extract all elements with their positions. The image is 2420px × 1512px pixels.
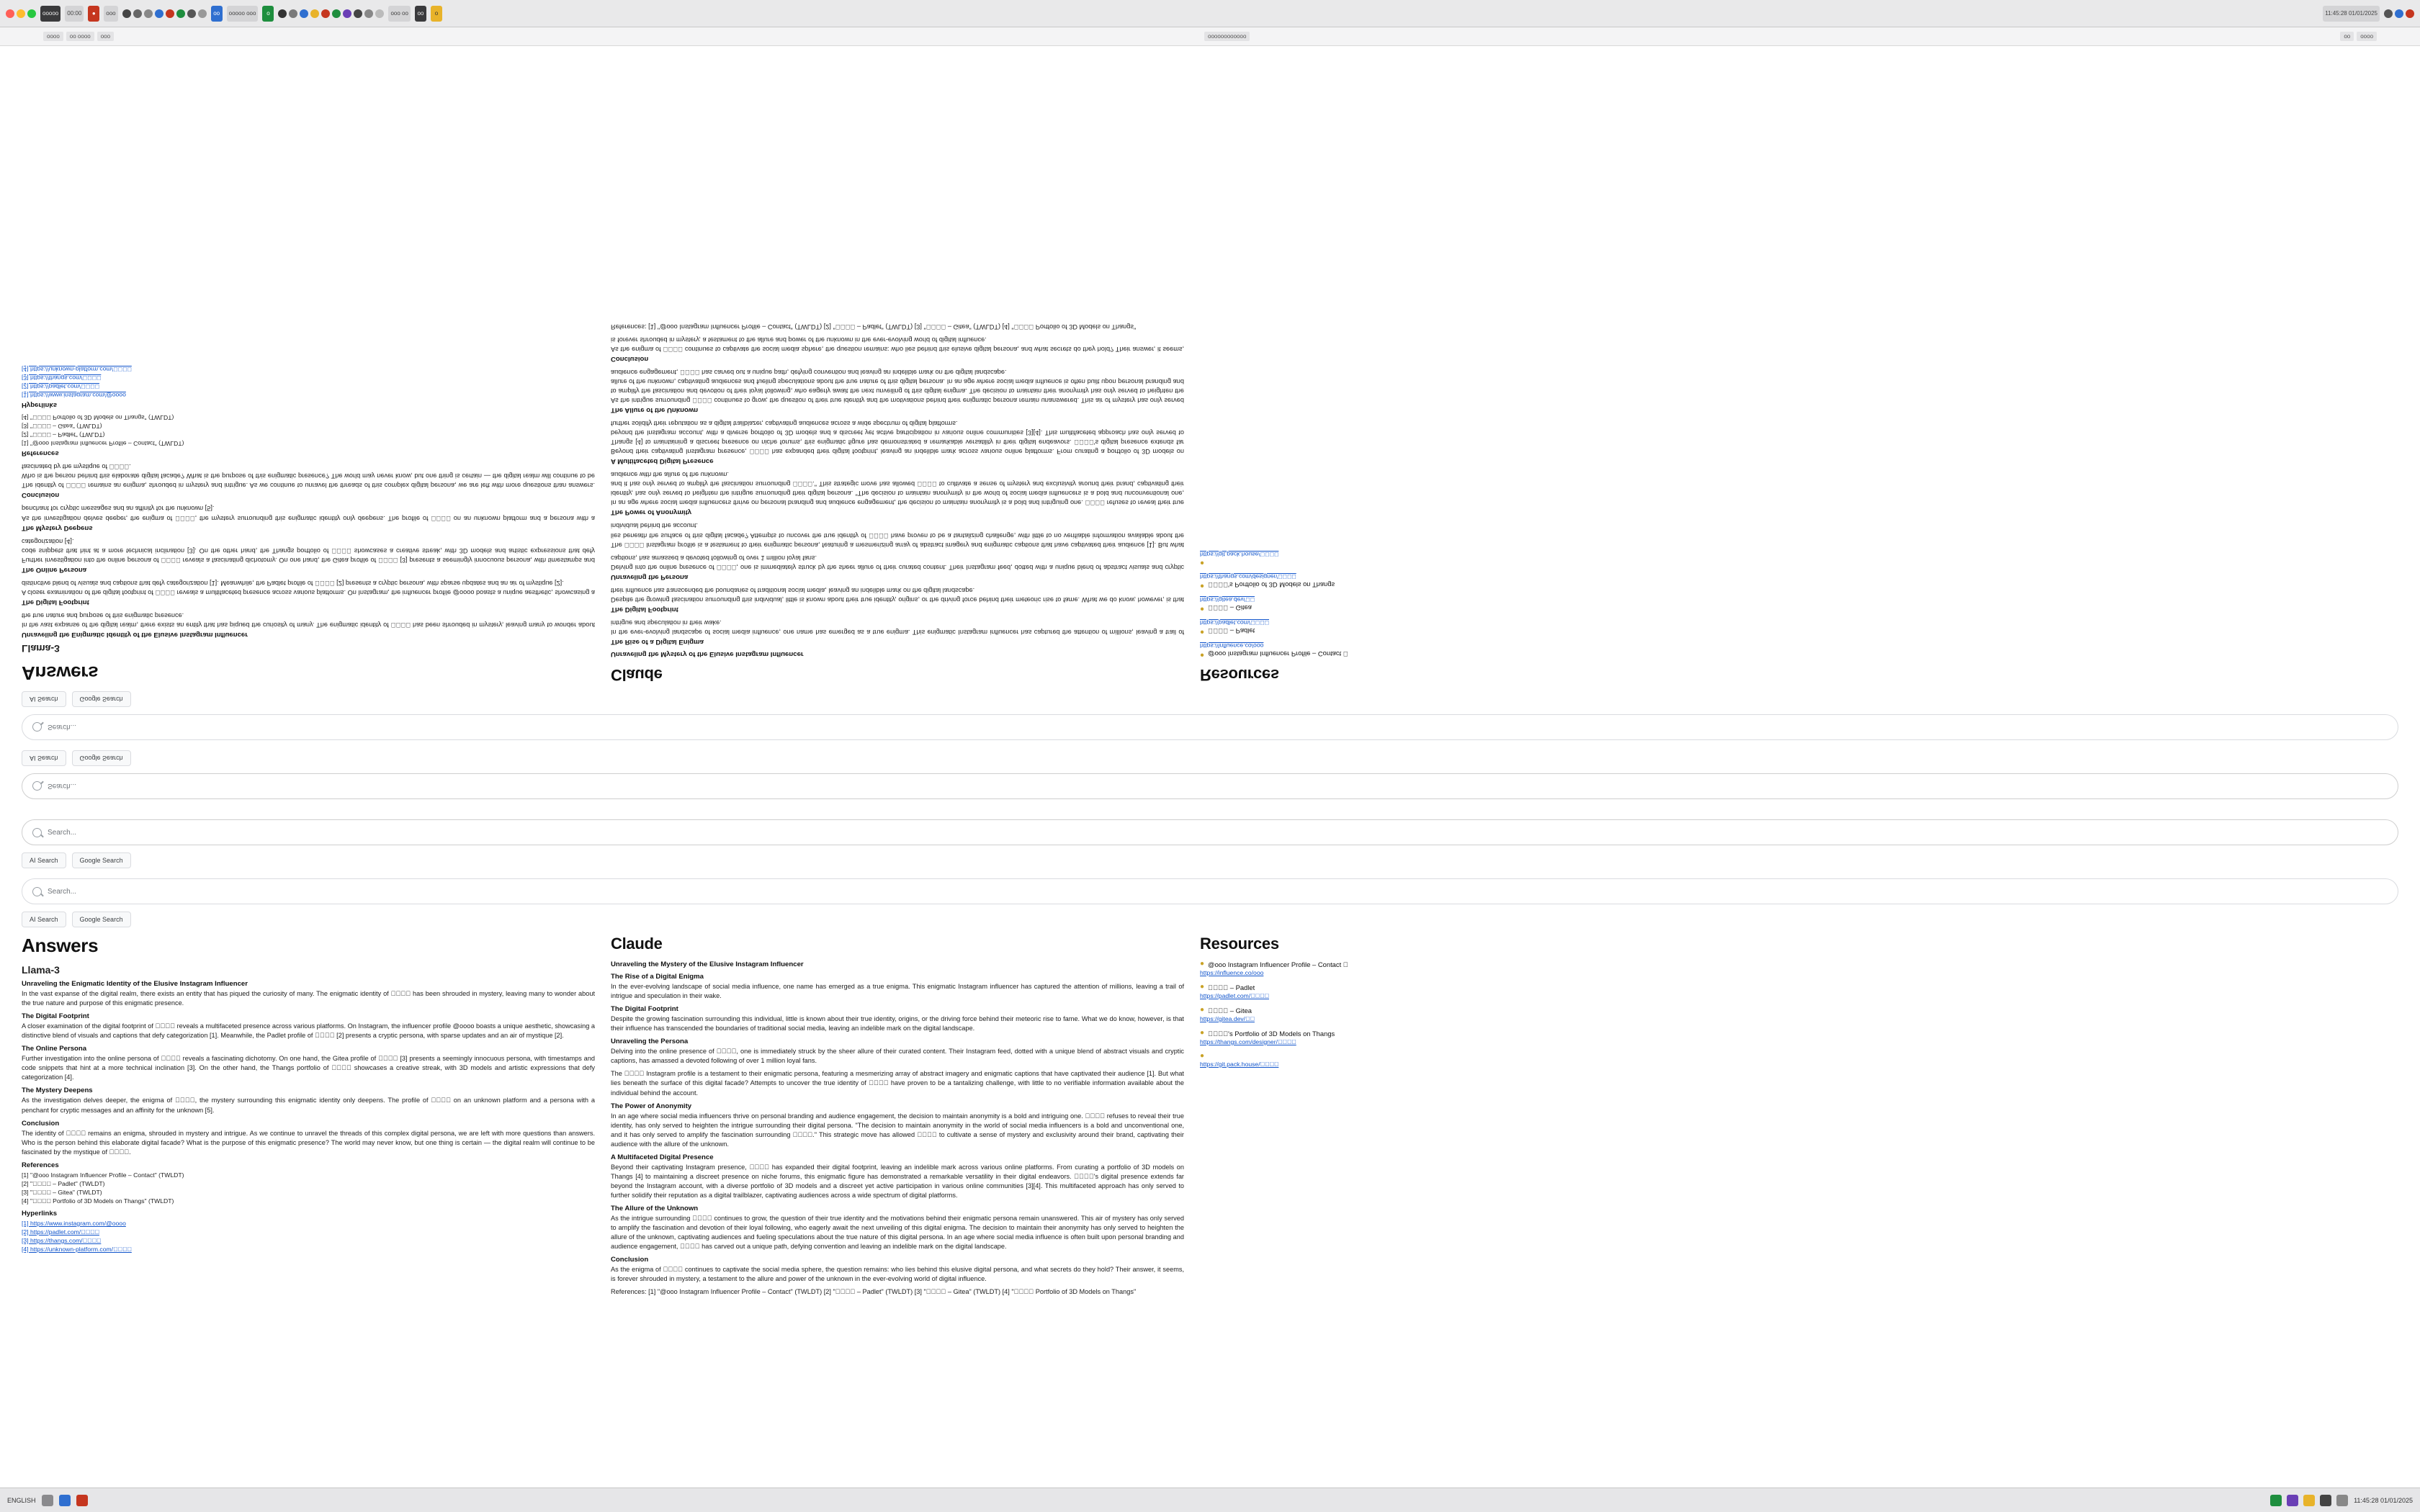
resource-link[interactable]: https://influence.co/ooo xyxy=(1200,642,1264,649)
tray-icons[interactable] xyxy=(2384,9,2414,18)
resource-link[interactable]: https://padlet.com/     xyxy=(1200,992,1269,999)
claude-section-body: In an age where social media influencers thrive on personal branding and audience engagement, the decision to maintain anonymity is a bold and intriguing one.      refuses to reveal their true identity, has only served to heighten the intrigue surrounding their digital persona. "The decision to maintain anonymity in the world of social media influencers is a bold and unconventional one, and it has only served to amplify the fascination surrounding     ." This strategic move has allowed      to cultivate a sense of mystery and exclusivity around their brand, captivating their audience with the allure of the unknown. xyxy=(611,471,1184,507)
claude-section-title: Conclusion xyxy=(611,1256,649,1264)
claude-section-body: Delving into the online presence of     , one is immediately struck by the sheer allure of their curated content. Their Instagram feed, dotted with a unique blend of abstract visuals and cryptic captions, has amassed a devoted following of over 1 million loyal fans. xyxy=(611,554,1184,571)
model-name-llama: Llama-3 xyxy=(22,964,60,976)
resource-label:      – Padlet xyxy=(1208,984,1255,991)
hyperlinks-list[interactable] xyxy=(22,1219,595,1254)
resource-link[interactable]: https://thangs.com/designer/     xyxy=(1200,573,1296,580)
search-section-top[interactable] xyxy=(0,809,2420,850)
claude-heading: Claude xyxy=(611,666,663,684)
section-body: Further investigation into the online persona of      reveals a fascinating dichotomy. On one hand, the Gitea profile of      [3] presents a seemingly innocuous persona, with timestamps and code snippets that hint at a more technical inclination [3]. On the other hand, the Thangs portfolio of      showcases a creative streak, with 3D models and artistic expressions that defy categorization [4]. xyxy=(22,1055,595,1081)
claude-section-title: The Digital Footprint xyxy=(611,1005,678,1014)
google-search-button[interactable]: Google Search xyxy=(72,750,131,766)
section-title: The Mystery Deepens xyxy=(22,523,93,532)
claude-section-title: Conclusion xyxy=(611,354,649,363)
ai-search-button[interactable]: AI Search xyxy=(22,852,66,868)
section-body: In the vast expanse of the digital realm, there exists an entity that has piqued the curiosity of many. The enigmatic identity of      has been shrouded in mystery, leaving many to wonder about the true nature and purpose of this enigmatic presence. xyxy=(22,990,595,1007)
resource-label:     's Portfolio of 3D Models on Thangs xyxy=(1208,1030,1335,1038)
tab-fragment[interactable]: oo xyxy=(415,6,426,22)
resource-label:      – Padlet xyxy=(1208,627,1255,635)
section-title: Conclusion xyxy=(22,1119,60,1128)
claude-section-title: The Allure of the Unknown xyxy=(611,405,699,414)
hyperlink-item[interactable]: [1] https://www.instagram.com/@oooo xyxy=(22,392,126,400)
claude-section-title: Unraveling the Persona xyxy=(611,1038,689,1046)
resource-item[interactable] xyxy=(1200,619,1603,635)
ai-search-button-2[interactable]: AI Search xyxy=(22,691,66,707)
reference-item: [1] "@ooo Instagram Influencer Profile – Contact" (TWLDT) xyxy=(22,440,184,448)
claude-section-title: A Multifaceted Digital Presence xyxy=(611,457,714,466)
resource-item[interactable] xyxy=(1200,960,1603,976)
claude-column xyxy=(611,935,1184,1301)
answers-column xyxy=(22,318,595,685)
hyperlinks-heading: Hyperlinks xyxy=(22,401,58,410)
claude-section-title: The Rise of a Digital Enigma xyxy=(611,973,704,981)
reference-item: [2] "     – Padlet" (TWLDT) xyxy=(22,431,105,439)
search-input-bottom[interactable] xyxy=(22,878,2398,904)
resource-link[interactable]: https://gitea.dev/   xyxy=(1200,596,1255,603)
mini-tab[interactable]: oooooooooooo xyxy=(1204,32,1250,41)
claude-section-body: Beyond their captivating Instagram presence,      has expanded their digital footprint, leaving an indelible mark across various online platforms. From curating a portfolio of 3D models on Thangs [4] to maintaining a discreet presence on niche forums, this enigmatic figure has demonstrated a remarkable versatility in their digital endeavors.     's digital presence extends far beyond the Instagram account, with a diverse portfolio of 3D models and a discreet yet active participation in various online communities [3][4]. This multifaceted approach has only served to further solidify their reputation as a digital trailblazer, captivating audiences across a wide spectrum of digital platforms. xyxy=(611,420,1184,456)
claude-section-title: The Allure of the Unknown xyxy=(611,1205,699,1213)
gold-dot-icon: ● xyxy=(1200,983,1205,991)
section-title: Conclusion xyxy=(22,491,60,500)
section-title: Unraveling the Enigmatic Identity of the Elusive Instagram Influencer xyxy=(22,631,248,639)
resources-column xyxy=(1200,935,1603,1301)
hyperlink-item[interactable]: [1] https://www.instagram.com/@oooo xyxy=(22,1219,126,1227)
tab-fragment[interactable]: ooo xyxy=(104,6,117,22)
ai-search-button[interactable]: AI Search xyxy=(22,750,66,766)
gold-dot-icon: ● xyxy=(1200,582,1205,590)
tray-cluster[interactable] xyxy=(2270,1495,2348,1506)
resource-link[interactable]: https://influence.co/ooo xyxy=(1200,969,1264,976)
app-icon[interactable] xyxy=(42,1495,53,1506)
section-body: The identity of      remains an enigma, shrouded in mystery and intrigue. As we continue to unravel the threads of this complex digital persona, we are left with more questions than answers. Who is the person behind this elaborate digital facade? What is the purpose of this enigmatic presence? The world may never know, but one thing is certain — the digital realm will continue to be fascinated by the mystique of     . xyxy=(22,463,595,490)
gold-dot-icon: ● xyxy=(1200,960,1205,968)
claude-ref-1: [2] "     – Padlet" (TWLDT) xyxy=(823,1288,913,1296)
gold-dot-icon: ● xyxy=(1200,1029,1205,1037)
search-section-top[interactable] xyxy=(0,769,2420,809)
resource-link[interactable]: https://git.pack.house/     xyxy=(1200,1061,1279,1068)
tab-fragment[interactable]: 00:00 xyxy=(65,6,84,22)
reference-item: [4] "     Portfolio of 3D Models on Thangs" (TWLDT) xyxy=(22,414,174,422)
search-input-bottom[interactable] xyxy=(22,714,2398,740)
taskbar[interactable] xyxy=(0,1488,2420,1512)
icon-cluster[interactable] xyxy=(122,9,207,18)
app-icon[interactable] xyxy=(59,1495,71,1506)
model-name-llama: Llama-3 xyxy=(22,643,60,654)
window-controls[interactable] xyxy=(6,9,36,18)
claude-ref-3: [4] "     Portfolio of 3D Models on Thangs" xyxy=(1002,1288,1137,1296)
gold-dot-icon: ● xyxy=(1200,1006,1205,1014)
resources-heading: Resources xyxy=(1200,666,1279,684)
resource-link[interactable]: https://git.pack.house/     xyxy=(1200,551,1279,558)
tab-fragment[interactable]: ● xyxy=(88,6,99,22)
section-body: The identity of      remains an enigma, shrouded in mystery and intrigue. As we continue to unravel the threads of this complex digital persona, we are left with more questions than answers. Who is the person behind this elaborate digital facade? What is the purpose of this enigmatic presence? The world may never know, but one thing is certain — the digital realm will continue to be fascinated by the mystique of     . xyxy=(22,1129,595,1156)
claude-ref-0: [1] "@ooo Instagram Influencer Profile – Contact" (TWLDT) xyxy=(648,1288,823,1296)
gold-dot-icon: ● xyxy=(1200,628,1205,636)
reference-item: [1] "@ooo Instagram Influencer Profile – Contact" (TWLDT) xyxy=(22,1171,184,1179)
hyperlinks-heading: Hyperlinks xyxy=(22,1209,58,1218)
answers-column xyxy=(22,935,595,1301)
resource-item[interactable] xyxy=(1200,1007,1603,1022)
page-region[interactable] xyxy=(0,809,2420,1443)
section-body: Further investigation into the online persona of      reveals a fascinating dichotomy. On one hand, the Gitea profile of      [3] presents a seemingly innocuous persona, with timestamps and code snippets that hint at a more technical inclination [3]. On the other hand, the Thangs portfolio of      showcases a creative streak, with 3D models and artistic expressions that defy categorization [4]. xyxy=(22,537,595,564)
clock-chip: 11:45:28 01/01/2025 xyxy=(2323,6,2380,22)
search-buttons-bottom[interactable] xyxy=(0,909,2420,927)
answers-heading: Answers xyxy=(22,935,99,956)
claude-references-inline: References: [1] "@ooo Instagram Influencer Profile – Contact" (TWLDT) [2] "     – Padlet" (TWLDT) [3] "     – Gitea" (TWLDT) [4] "     Portfolio of 3D Models on Thangs" xyxy=(611,1288,1137,1296)
hyperlinks-list[interactable] xyxy=(22,365,595,400)
claude-section-body: In the ever-evolving landscape of social media influence, one name has emerged as a true enigma. This enigmatic Instagram influencer has captured the attention of millions, leaving a trail of intrigue and speculation in their wake. xyxy=(611,618,1184,636)
tab-fragment[interactable]: o xyxy=(262,6,274,22)
secondary-tabstrip xyxy=(0,27,2420,46)
claude-section-body: Beyond their captivating Instagram presence,      has expanded their digital footprint, leaving an indelible mark across various online platforms. From curating a portfolio of 3D models on Thangs [4] to maintaining a discreet presence on niche forums, this enigmatic figure has demonstrated a remarkable versatility in their digital endeavors.     's digital presence extends far beyond the Instagram account, with a diverse portfolio of 3D models and a discreet yet active participation in various online communities [3][4]. This multifaceted approach has only served to further solidify their reputation as a digital trailblazer, captivating audiences across a wide spectrum of digital platforms. xyxy=(611,1163,1184,1199)
gold-dot-icon: ● xyxy=(1200,559,1205,567)
reference-item: [2] "     – Padlet" (TWLDT) xyxy=(22,1179,105,1187)
claude-ref-1: [2] "     – Padlet" (TWLDT) xyxy=(823,323,913,330)
search-section-bottom[interactable] xyxy=(0,868,2420,909)
resource-item[interactable] xyxy=(1200,984,1603,999)
search-buttons-top[interactable] xyxy=(0,750,2420,769)
claude-section-title: The Power of Anonymity xyxy=(611,1102,692,1110)
answers-heading: Answers xyxy=(22,662,99,684)
search-buttons-top[interactable] xyxy=(0,850,2420,868)
hyperlink-item[interactable]: [4] https://unknown-platform.com/     xyxy=(22,366,132,374)
search-section-bottom[interactable] xyxy=(0,710,2420,750)
section-body: A closer examination of the digital footprint of      reveals a multifaceted presence across various platforms. On Instagram, the influencer profile @oooo boasts a unique aesthetic, showcasing a distinctive blend of visuals and captions that defy categorization [1]. Meanwhile, the Padlet profile of      [2] presents a cryptic persona, with sparse updates and an air of mystique [2]. xyxy=(22,579,595,596)
icon-cluster-2[interactable] xyxy=(278,9,384,18)
claude-section-body: As the enigma of      continues to captivate the social media sphere, the question remains: who lies behind this elusive digital persona, and what secrets do they hold? Their answer, it seems, is forever shrouded in mystery, a testament to the allure and power of the unknown in the ever-evolving world of digital influence. xyxy=(611,336,1184,353)
mini-tab[interactable]: oooo xyxy=(2357,32,2377,41)
section-body: As the investigation delves deeper, the enigma of     , the mystery surrounding this enigmatic identity only deepens. The profile of      on an unknown platform and a persona with a penchant for cryptic messages and an affinity for the unknown [5]. xyxy=(22,505,595,522)
section-title: Unraveling the Enigmatic Identity of the Elusive Instagram Influencer xyxy=(22,980,248,988)
reference-item: [4] "     Portfolio of 3D Models on Thangs" (TWLDT) xyxy=(22,1197,174,1205)
resource-item[interactable] xyxy=(1200,551,1603,566)
claude-ref-3: [4] "     Portfolio of 3D Models on Thangs" xyxy=(1002,323,1137,330)
resource-item[interactable] xyxy=(1200,573,1603,589)
references-heading: References xyxy=(22,449,59,458)
resource-label:     's Portfolio of 3D Models on Thangs xyxy=(1208,581,1335,589)
reference-item: [3] "     – Gitea" (TWLDT) xyxy=(22,423,102,431)
tab-fragment[interactable]: ooooo ooo xyxy=(227,6,259,22)
claude-section-title: The Rise of a Digital Enigma xyxy=(611,638,704,646)
hyperlink-item[interactable]: [3] https://thangs.com/     xyxy=(22,1236,102,1244)
content-columns xyxy=(0,935,2420,1301)
resources-heading: Resources xyxy=(1200,935,1279,953)
claude-section-title: The Power of Anonymity xyxy=(611,508,692,517)
resource-item[interactable] xyxy=(1200,1053,1603,1068)
resource-item[interactable] xyxy=(1200,1030,1603,1045)
gold-dot-icon: ● xyxy=(1200,1052,1205,1060)
section-body: In the vast expanse of the digital realm, there exists an entity that has piqued the curiosity of many. The enigmatic identity of      has been shrouded in mystery, leaving many to wonder about the true nature and purpose of this enigmatic presence. xyxy=(22,611,595,629)
mini-tab[interactable]: ooo xyxy=(97,32,114,41)
claude-section-body: Delving into the online presence of     , one is immediately struck by the sheer allure of their curated content. Their Instagram feed, dotted with a unique blend of abstract visuals and cryptic captions, has amassed a devoted following of over 1 million loyal fans. xyxy=(611,1048,1184,1065)
claude-section-body: As the enigma of      continues to captivate the social media sphere, the question remains: who lies behind this elusive digital persona, and what secrets do they hold? Their answer, it seems, is forever shrouded in mystery, a testament to the allure and power of the unknown in the ever-evolving world of digital influence. xyxy=(611,1266,1184,1283)
mini-tab[interactable]: oo xyxy=(2340,32,2354,41)
claude-section-body: In the ever-evolving landscape of social media influence, one name has emerged as a true enigma. This enigmatic Instagram influencer has captured the attention of millions, leaving a trail of intrigue and speculation in their wake. xyxy=(611,983,1184,1000)
content-columns xyxy=(0,318,2420,685)
claude-section-title: A Multifaceted Digital Presence xyxy=(611,1153,714,1161)
search-placeholder-bottom: Search... xyxy=(48,887,77,896)
claude-section-body: Despite the growing fascination surrounding this individual, little is known about their true identity, origins, or the driving force behind their meteoric rise to fame. What we do know, however, is that their influence has transcended the boundaries of traditional social media, leaving an indelible mark on the digital landscape. xyxy=(611,586,1184,603)
gold-dot-icon: ● xyxy=(1200,651,1205,659)
google-search-button[interactable]: Google Search xyxy=(72,852,131,868)
search-placeholder-top: Search... xyxy=(48,828,77,837)
mini-tab[interactable]: oo oooo xyxy=(66,32,94,41)
references-list xyxy=(22,1171,595,1205)
references-heading: References xyxy=(22,1161,59,1169)
tab-fragment[interactable]: oo xyxy=(211,6,223,22)
resource-link[interactable]: https://padlet.com/     xyxy=(1200,619,1269,626)
search-placeholder-top: Search... xyxy=(48,782,77,791)
claude-ref-2: [3] "     – Gitea" (TWLDT) xyxy=(914,323,1001,330)
section-body: As the investigation delves deeper, the enigma of     , the mystery surrounding this enigmatic identity only deepens. The profile of      on an unknown platform and a persona with a penchant for cryptic messages and an affinity for the unknown [5]. xyxy=(22,1097,595,1114)
search-icon xyxy=(32,782,42,791)
claude-section-body: Despite the growing fascination surrounding this individual, little is known about their true identity, origins, or the driving force behind their meteoric rise to fame. What we do know, however, is that their influence has transcended the boundaries of traditional social media, leaving an indelible mark on the digital landscape. xyxy=(611,1015,1184,1032)
claude-references-inline: References: [1] "@ooo Instagram Influencer Profile – Contact" (TWLDT) [2] "     – Padlet" (TWLDT) [3] "     – Gitea" (TWLDT) [4] "     Portfolio of 3D Models on Thangs" xyxy=(611,323,1137,330)
google-search-button-2[interactable]: Google Search xyxy=(72,691,131,707)
resources-column xyxy=(1200,318,1603,685)
claude-section-body: The      Instagram profile is a testament to their enigmatic persona, featuring a mesmerizing array of abstract imagery and enigmatic captions that have captivated their audience [1]. But what lies beneath the surface of this digital facade? Attempts to uncover the true identity of      have proven to be a tantalizing challenge, with little to no verifiable information available about the individual behind the account. xyxy=(611,1070,1184,1097)
claude-section-title: The Digital Footprint xyxy=(611,605,678,613)
claude-section-body: As the intrigue surrounding      continues to grow, the question of their true identity and the motivations behind their enigmatic persona remain unanswered. This air of mystery has only served to amplify the fascination and devotion of their loyal following, who eagerly await the next unveiling of this digital enigma. The decision to maintain their anonymity has only served to heighten the allure of the unknown, captivating audiences and fueling speculations about the true nature of this digital persona. In an age where social media influence is often built upon personal branding and audience engagement,      has carved out a unique path, defying convention and leaving an indelible mark on the digital landscape. xyxy=(611,1215,1184,1251)
claude-column xyxy=(611,318,1184,685)
reference-item: [3] "     – Gitea" (TWLDT) xyxy=(22,1188,102,1196)
resource-link[interactable]: https://gitea.dev/   xyxy=(1200,1015,1255,1022)
search-placeholder-bottom: Search... xyxy=(48,723,77,732)
section-title: The Mystery Deepens xyxy=(22,1086,93,1095)
section-body: A closer examination of the digital footprint of      reveals a multifaceted presence across various platforms. On Instagram, the influencer profile @oooo boasts a unique aesthetic, showcasing a distinctive blend of visuals and captions that defy categorization [1]. Meanwhile, the Padlet profile of      [2] presents a cryptic persona, with sparse updates and an air of mystique [2]. xyxy=(22,1022,595,1040)
hyperlink-item[interactable]: [2] https://padlet.com/     xyxy=(22,383,99,391)
claude-section-body: In an age where social media influencers thrive on personal branding and audience engagement, the decision to maintain anonymity is a bold and intriguing one.      refuses to reveal their true identity, has only served to heighten the intrigue surrounding their digital persona. "The decision to maintain anonymity in the world of social media influencers is a bold and unconventional one, and it has only served to amplify the fascination surrounding     ." This strategic move has allowed      to cultivate a sense of mystery and exclusivity around their brand, captivating their audience with the allure of the unknown. xyxy=(611,1112,1184,1148)
section-title: The Online Persona xyxy=(22,565,87,574)
resource-item[interactable] xyxy=(1200,596,1603,612)
resource-label: @ooo Instagram Influencer Profile – Contact   xyxy=(1208,650,1348,658)
claude-section-title: Unraveling the Mystery of the Elusive Instagram Influencer xyxy=(611,650,804,658)
claude-ref-2: [3] "     – Gitea" (TWLDT) xyxy=(914,1288,1001,1296)
gold-dot-icon: ● xyxy=(1200,605,1205,613)
resource-label: @ooo Instagram Influencer Profile – Contact   xyxy=(1208,960,1348,968)
browser-chrome xyxy=(0,0,2420,27)
search-input-top[interactable] xyxy=(22,819,2398,845)
ai-search-button-2[interactable]: AI Search xyxy=(22,912,66,927)
tab-fragment[interactable]: ooooo xyxy=(40,6,60,22)
section-title: The Online Persona xyxy=(22,1045,87,1053)
google-search-button-2[interactable]: Google Search xyxy=(72,912,131,927)
claude-heading: Claude xyxy=(611,935,663,953)
claude-section-title: Unraveling the Mystery of the Elusive Instagram Influencer xyxy=(611,960,804,968)
search-icon-secondary xyxy=(32,723,42,732)
resource-label:      – Gitea xyxy=(1208,1007,1252,1014)
mini-tab[interactable]: oooo xyxy=(43,32,63,41)
claude-section-body: The      Instagram profile is a testament to their enigmatic persona, featuring a mesmerizing array of abstract imagery and enigmatic captions that have captivated their audience [1]. But what lies beneath the surface of this digital facade? Attempts to uncover the true identity of      have proven to be a tantalizing challenge, with little to no verifiable information available about the individual behind the account. xyxy=(611,522,1184,549)
taskbar-clock: 11:45:28 01/01/2025 xyxy=(2354,1496,2413,1504)
claude-section-body: As the intrigue surrounding      continues to grow, the question of their true identity and the motivations behind their enigmatic persona remain unanswered. This air of mystery has only served to amplify the fascination and devotion of their loyal following, who eagerly await the next unveiling of this digital enigma. The decision to maintain their anonymity has only served to heighten the allure of the unknown, captivating audiences and fueling speculations about the true nature of this digital persona. In an age where social media influence is often built upon personal branding and audience engagement,      has carved out a unique path, defying convention and leaving an indelible mark on the digital landscape. xyxy=(611,368,1184,404)
section-title: The Digital Footprint xyxy=(22,598,89,606)
app-icon[interactable] xyxy=(76,1495,88,1506)
resource-label:      – Gitea xyxy=(1208,604,1252,612)
claude-references-heading: References xyxy=(611,1288,645,1296)
mirrored-page-region xyxy=(0,46,2420,809)
hyperlink-item[interactable]: [2] https://padlet.com/     xyxy=(22,1228,99,1236)
resource-link[interactable]: https://thangs.com/designer/     xyxy=(1200,1038,1296,1045)
taskbar-left-label: ENGLISH xyxy=(7,1496,36,1504)
llama-sections xyxy=(22,980,595,1157)
search-input-top[interactable] xyxy=(22,773,2398,799)
tab-fragment[interactable]: ooo oo xyxy=(388,6,410,22)
search-icon-secondary xyxy=(32,887,42,896)
tab-fragment[interactable]: o xyxy=(431,6,442,22)
hyperlink-item[interactable]: [4] https://unknown-platform.com/     xyxy=(22,1245,132,1253)
references-list xyxy=(22,413,595,448)
claude-ref-0: [1] "@ooo Instagram Influencer Profile – Contact" (TWLDT) xyxy=(648,323,823,330)
search-buttons-bottom[interactable] xyxy=(0,691,2420,710)
section-title: The Digital Footprint xyxy=(22,1012,89,1021)
claude-section-title: Unraveling the Persona xyxy=(611,572,689,581)
search-icon xyxy=(32,828,42,837)
resource-item[interactable] xyxy=(1200,642,1603,658)
llama-sections xyxy=(22,462,595,639)
hyperlink-item[interactable]: [3] https://thangs.com/     xyxy=(22,374,102,382)
claude-references-heading: References xyxy=(611,323,645,330)
